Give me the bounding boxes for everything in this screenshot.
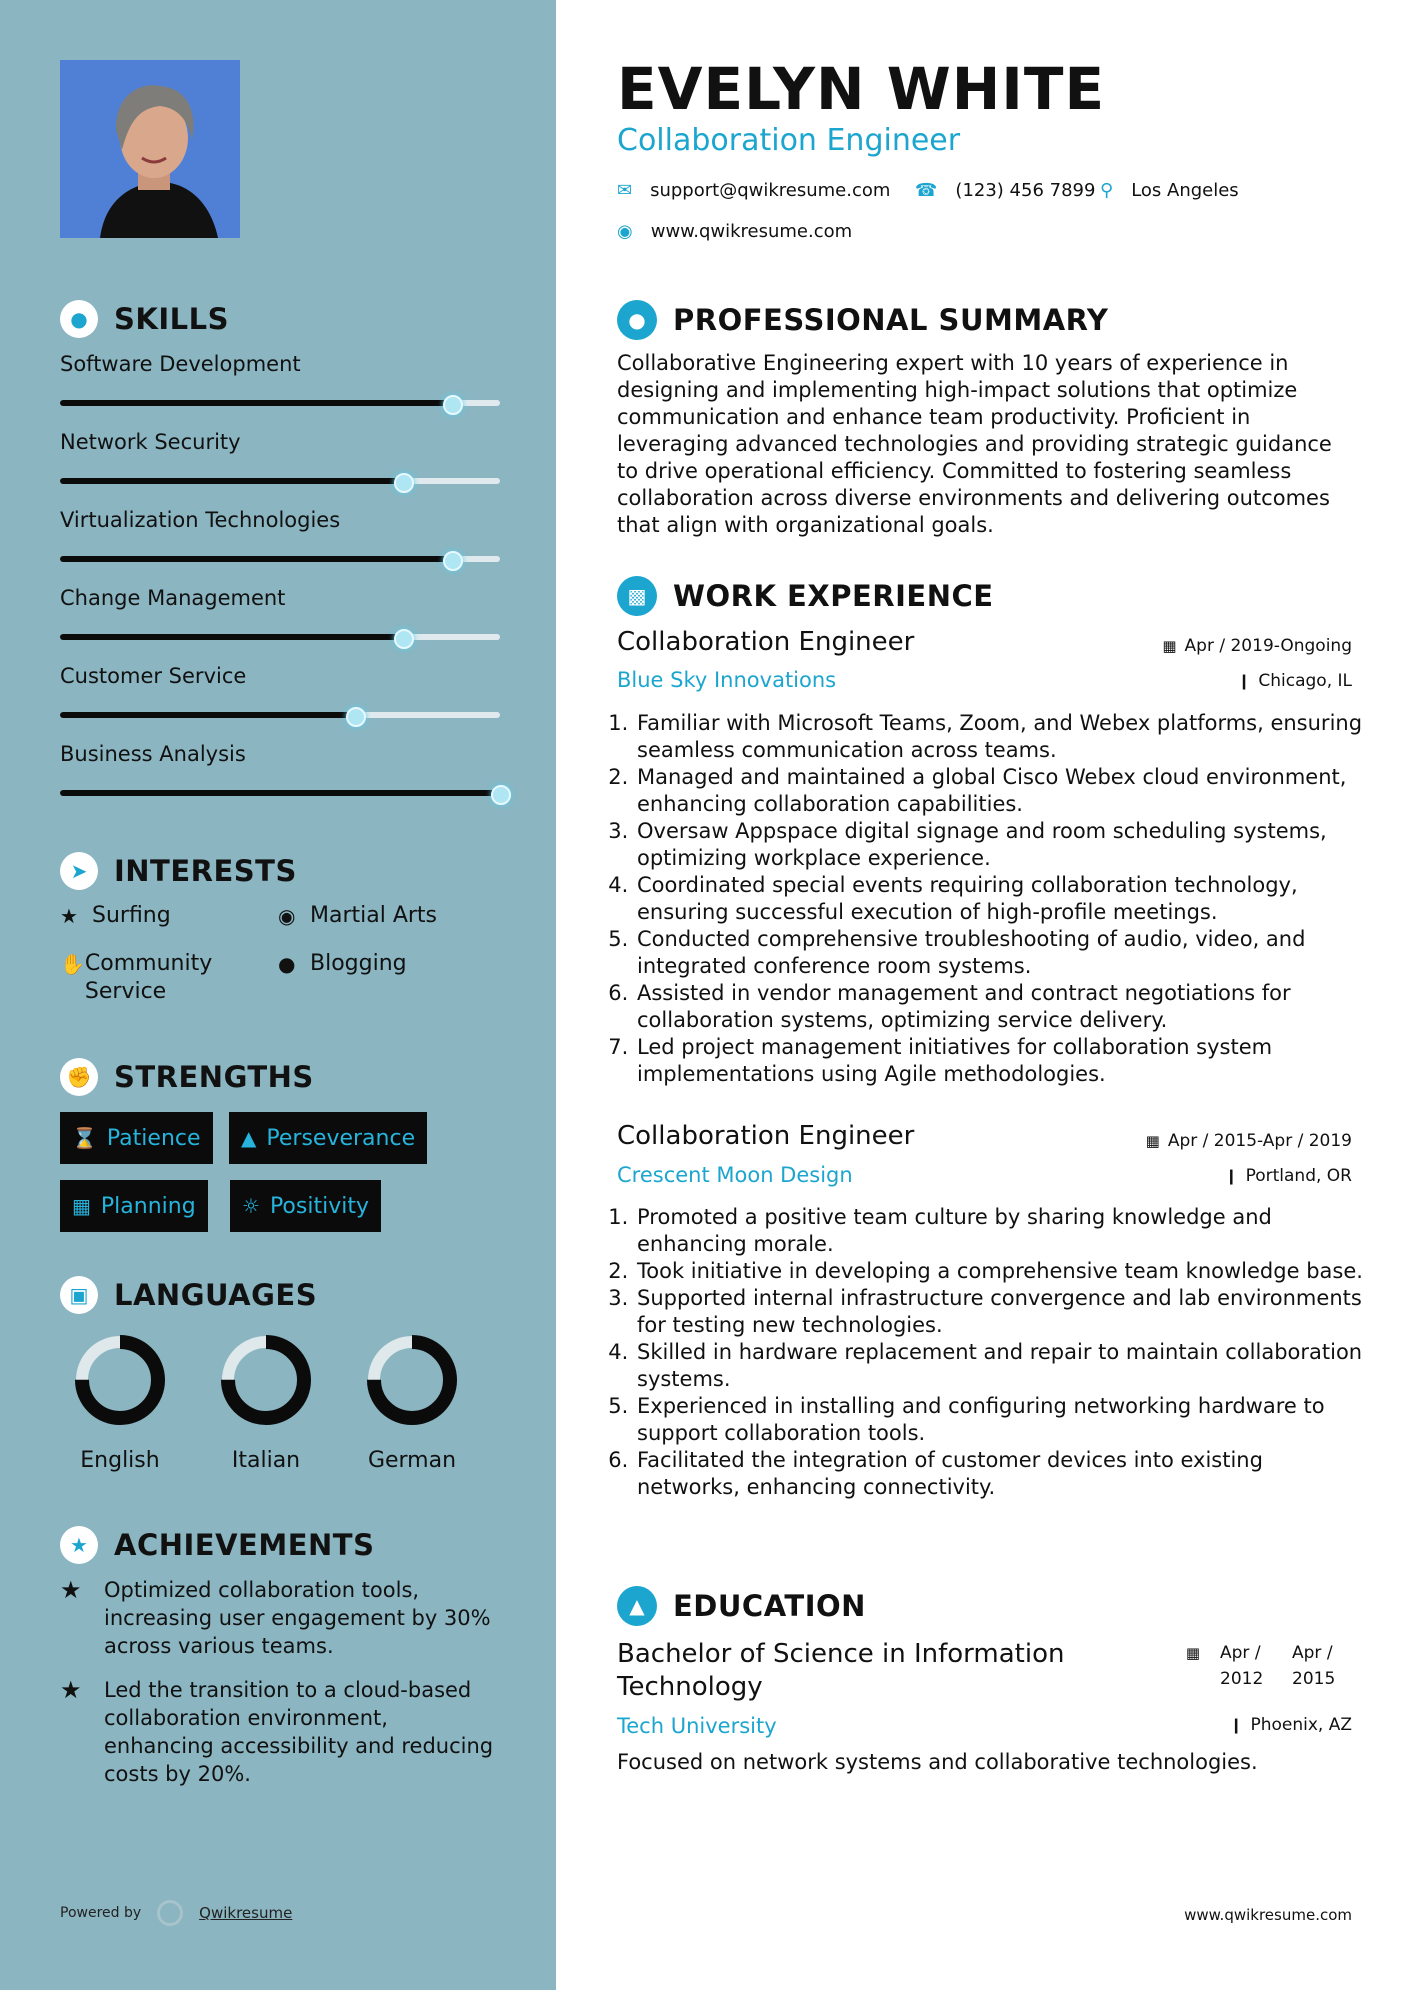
skill-item (60, 586, 500, 610)
skill-item (60, 508, 500, 532)
education-location: ❙ Phoenix, AZ (1229, 1715, 1352, 1735)
contact-website[interactable]: ◉ www.qwikresume.com (617, 221, 853, 242)
skill-level-marker (394, 629, 414, 649)
calendar-icon: ▦ (72, 1194, 91, 1218)
education-description: Focused on network systems and collaborative technologies. (617, 1750, 1258, 1774)
sun-icon: ☼ (242, 1194, 260, 1218)
skill-bar-track (60, 790, 500, 796)
duty-item: 1. Familiar with Microsoft Teams, Zoom, and Webex platforms, ensuring seamless communication across teams. (635, 710, 1370, 764)
profile-photo (60, 60, 240, 238)
achievement-item: ★ Led the transition to a cloud-based collaboration environment, enhancing accessibility and reducing costs by 20%. (60, 1676, 494, 1786)
road-icon: ▲ (241, 1126, 257, 1150)
duty-item: 3. Oversaw Appspace digital signage and room scheduling systems, optimizing workplace experience. (635, 818, 1370, 872)
achievement-item: ★ Optimized collaboration tools, increasing user engagement by 30% across various teams. (60, 1576, 491, 1658)
skill-item (60, 664, 500, 688)
interests-heading: ➤ INTERESTS (60, 852, 297, 890)
interest-item: ★ Surfing (60, 903, 171, 928)
skill-bar-fill (60, 634, 403, 640)
fist-icon: ✊ (60, 1058, 98, 1096)
language-item (201, 1330, 331, 1473)
chair-icon: ▩ (617, 576, 657, 616)
graduation-icon: ▲ (617, 1586, 657, 1626)
languages-heading: ▣ LANGUAGES (60, 1276, 317, 1314)
language-label: German (367, 1448, 457, 1473)
skill-label: Virtualization Technologies (60, 508, 341, 532)
education-dates: ▦ Apr / 2012 Apr / 2015 (1186, 1640, 1352, 1692)
skill-level-marker (443, 395, 463, 415)
skill-bar-fill (60, 712, 355, 718)
candidate-title: Collaboration Engineer (617, 123, 961, 158)
skill-bar-track (60, 478, 500, 484)
skill-level-marker (346, 707, 366, 727)
strength-tag: ⌛ Patience (60, 1112, 213, 1164)
calendar-icon: ▦ (1145, 1132, 1160, 1150)
language-card-icon: ▣ (60, 1276, 98, 1314)
strengths-heading: ✊ STRENGTHS (60, 1058, 314, 1096)
globe-icon: ◉ (617, 221, 633, 242)
contact-email[interactable]: ✉ support@qwikresume.com (617, 180, 891, 201)
language-level-ring (70, 1330, 170, 1430)
job-duties (617, 1204, 1370, 1501)
brand-link[interactable]: Qwikresume (199, 1904, 293, 1922)
calendar-icon: ▦ (1185, 1644, 1200, 1662)
skill-bar-track (60, 634, 500, 640)
skill-bar-track (60, 712, 500, 718)
skill-item (60, 742, 500, 766)
strength-tag: ☼ Positivity (230, 1180, 381, 1232)
duty-item: 6. Facilitated the integration of customer devices into existing networks, enhancing connectivity. (635, 1447, 1370, 1501)
skill-item (60, 430, 500, 454)
skill-level-marker (443, 551, 463, 571)
qwikresume-logo-icon (157, 1900, 183, 1926)
summary-text: Collaborative Engineering expert with 10 years of experience in designing and implementing high-impact solutions that optimize communication and enhance team productivity. Proficient in leveraging advanced technologies and providing strategic guidance to drive operational efficiency. Committed to fostering seamless collaboration across diverse environments and delivering outcomes that align with organizational goals. (617, 351, 1332, 537)
job-company: Crescent Moon Design (617, 1163, 853, 1187)
pin-icon: ❙ (1225, 1167, 1238, 1185)
duty-item: 2. Took initiative in developing a comprehensive team knowledge base. (635, 1258, 1370, 1285)
skill-item (60, 352, 500, 376)
duty-item: 7. Led project management initiatives for collaboration system implementations using Agile methodologies. (635, 1034, 1370, 1088)
skill-bar-fill (60, 400, 452, 406)
strength-tag: ▲ Perseverance (229, 1112, 427, 1164)
language-level-ring (362, 1330, 462, 1430)
job-title: Collaboration Engineer (617, 627, 915, 657)
job-dates: ▦ Apr / 2015-Apr / 2019 (1145, 1131, 1352, 1151)
experience-heading: ▩ WORK EXPERIENCE (617, 576, 994, 616)
star-icon: ★ (60, 904, 78, 928)
skill-bar-track (60, 400, 500, 406)
skill-bar-fill (60, 790, 500, 796)
candidate-name: EVELYN WHITE (617, 55, 1106, 123)
language-item (55, 1330, 185, 1473)
duty-item: 6. Assisted in vendor management and contract negotiations for collaboration systems, optimizing service delivery. (635, 980, 1370, 1034)
degree: Bachelor of Science in Information Technology (617, 1639, 1065, 1702)
duty-item: 4. Skilled in hardware replacement and repair to maintain collaboration systems. (635, 1339, 1370, 1393)
hand-icon: ✋ (60, 952, 85, 976)
phone-icon: ☎ (915, 180, 938, 201)
users-icon: ● (278, 952, 296, 976)
star-badge-icon: ★ (60, 1526, 98, 1564)
language-label: Italian (231, 1448, 301, 1473)
achievements-heading: ★ ACHIEVEMENTS (60, 1526, 374, 1564)
interest-item: ✋ Community Service (60, 951, 213, 1004)
star-hand-icon: ★ (60, 1576, 82, 1604)
interest-item: ◉ Martial Arts (278, 903, 438, 928)
duty-item: 3. Supported internal infrastructure convergence and lab environments for testing new technologies. (635, 1285, 1370, 1339)
skill-label: Network Security (60, 430, 241, 454)
calendar-icon: ▦ (1162, 637, 1177, 655)
language-label: English (80, 1448, 160, 1473)
duty-item: 5. Conducted comprehensive troubleshooting of audio, video, and integrated conference room systems. (635, 926, 1370, 980)
interest-item: ● Blogging (278, 951, 407, 976)
skill-level-marker (394, 473, 414, 493)
skill-label: Business Analysis (60, 742, 246, 766)
duty-item: 4. Coordinated special events requiring collaboration technology, ensuring successful execution of high-profile meetings. (635, 872, 1370, 926)
skill-label: Customer Service (60, 664, 247, 688)
job-location: ❙ Portland, OR (1225, 1166, 1352, 1186)
envelope-icon: ✉ (617, 180, 633, 201)
star-hand-icon: ★ (60, 1676, 82, 1704)
school: Tech University (617, 1714, 777, 1738)
skill-bar-fill (60, 556, 452, 562)
contact-phone: ☎ (123) 456 7899 (915, 180, 1096, 201)
job-duties (617, 710, 1370, 1088)
map-pin-icon: ⚲ (1100, 180, 1114, 201)
summary-heading: ● PROFESSIONAL SUMMARY (617, 300, 1108, 340)
skill-label: Software Development (60, 352, 301, 376)
powered-by: Powered by Qwikresume (60, 1900, 292, 1926)
pin-icon: ❙ (1237, 672, 1251, 690)
sidebar (0, 0, 556, 1990)
paper-plane-icon: ➤ (60, 852, 98, 890)
strength-tag: ▦ Planning (60, 1180, 208, 1232)
education-heading: ▲ EDUCATION (617, 1586, 866, 1626)
duty-item: 1. Promoted a positive team culture by sharing knowledge and enhancing morale. (635, 1204, 1370, 1258)
hourglass-icon: ⌛ (72, 1126, 97, 1150)
duty-item: 2. Managed and maintained a global Cisco Webex cloud environment, enhancing collaboration capabilities. (635, 764, 1370, 818)
contact-location: ⚲ Los Angeles (1100, 180, 1239, 201)
footer-website[interactable]: www.qwikresume.com (1184, 1906, 1352, 1924)
skill-bar-fill (60, 478, 403, 484)
job-company: Blue Sky Innovations (617, 668, 837, 692)
job-dates: ▦ Apr / 2019-Ongoing (1162, 636, 1352, 656)
language-level-ring (216, 1330, 316, 1430)
job-title: Collaboration Engineer (617, 1121, 915, 1151)
language-item (347, 1330, 477, 1473)
globe-icon: ◉ (278, 904, 296, 928)
user-icon: ● (617, 300, 657, 340)
skills-heading: ● SKILLS (60, 300, 229, 338)
skill-level-marker (491, 785, 511, 805)
skill-label: Change Management (60, 586, 286, 610)
pin-icon: ❙ (1229, 1716, 1243, 1734)
lightbulb-icon: ● (60, 300, 98, 338)
duty-item: 5. Experienced in installing and configuring networking hardware to support collaboration tools. (635, 1393, 1370, 1447)
skill-bar-track (60, 556, 500, 562)
job-location: ❙ Chicago, IL (1237, 671, 1352, 691)
